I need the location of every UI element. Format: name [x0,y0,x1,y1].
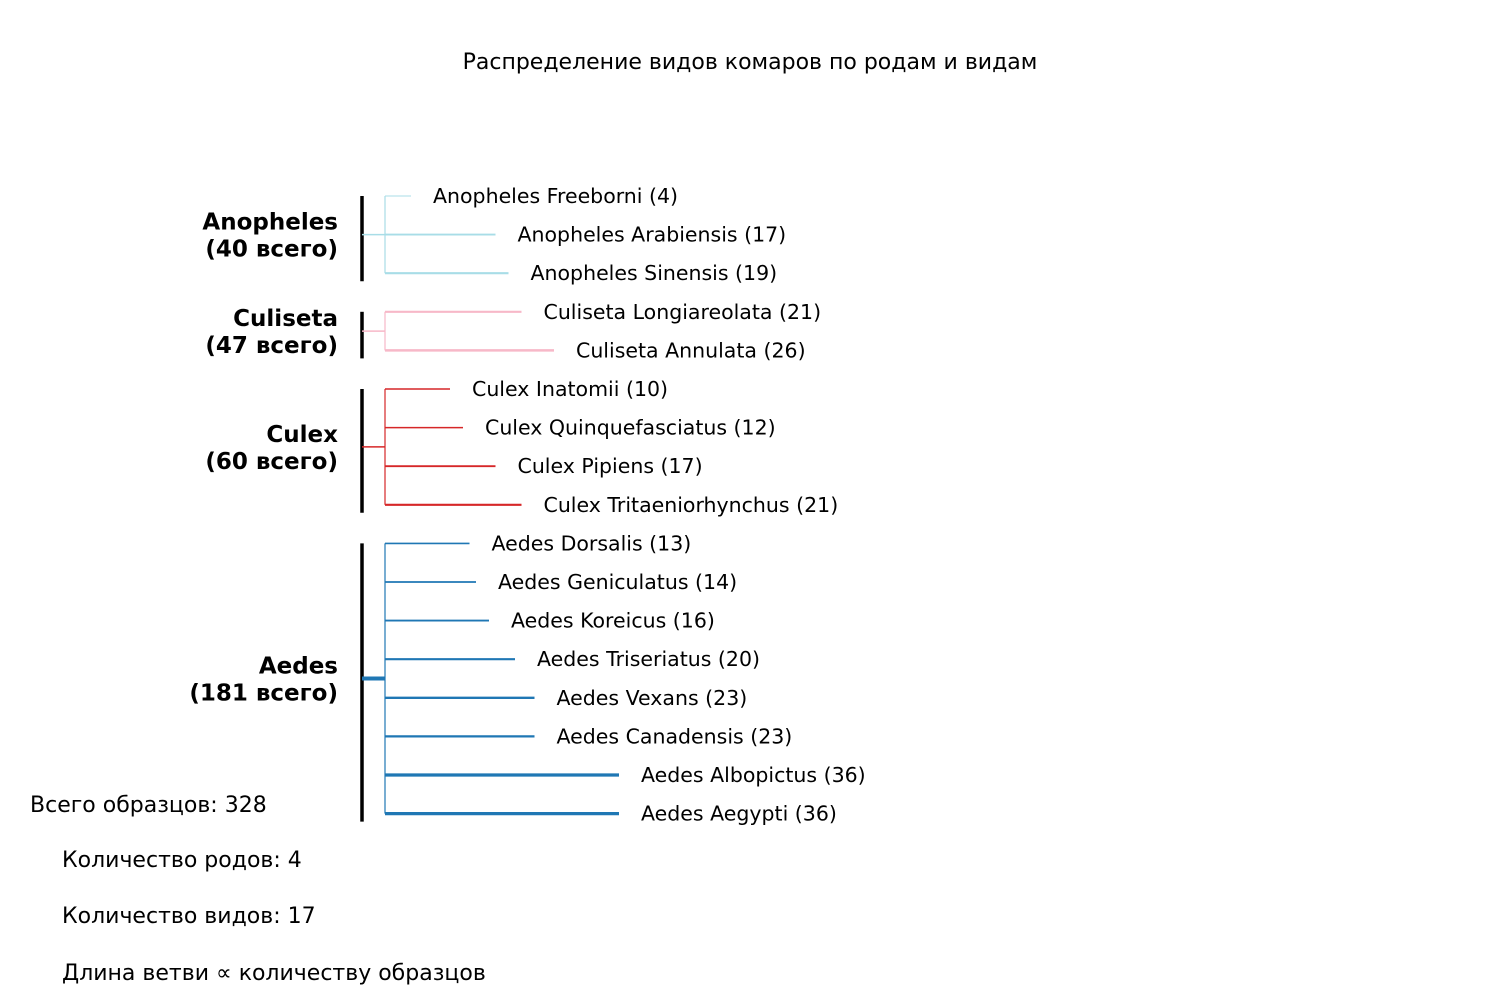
species-label: Aedes Aegypti (36) [641,801,837,826]
species-label: Culex Inatomii (10) [472,377,669,401]
stat-branch-note: Длина ветви ∝ количеству образцов [62,961,486,986]
genus-name: Culex [266,421,338,448]
genus-total: (40 всего) [205,236,338,263]
genus-label-anopheles [202,210,338,263]
species-label: Aedes Geniculatus (14) [498,570,738,594]
species-label: Culex Tritaeniorhynchus (21) [543,492,839,517]
species-label: Culex Quinquefasciatus (12) [485,415,776,440]
species-label: Aedes Dorsalis (13) [491,531,692,556]
genus-total: (181 всего) [189,680,338,707]
genus-label-aedes [189,654,338,707]
species-label: Anopheles Freeborni (4) [433,184,679,208]
genus-tree [189,184,865,826]
stat-species-count: Количество видов: 17 [62,904,316,929]
species-label: Culex Pipiens (17) [517,454,703,479]
species-label: Aedes Canadensis (23) [556,724,793,749]
species-label: Anopheles Sinensis (19) [530,261,778,286]
genus-name: Anopheles [202,209,338,236]
genus-label-culiseta [205,306,338,359]
species-label: Anopheles Arabiensis (17) [517,222,787,247]
species-label: Aedes Vexans (23) [556,685,748,710]
genus-total: (60 всего) [205,448,338,475]
species-label: Culiseta Longiareolata (21) [543,299,822,324]
genus-total: (47 всего) [205,333,338,360]
stat-total-samples: Всего образцов: 328 [30,793,267,818]
genus-label-culex [205,422,338,475]
chart-title: Распределение видов комаров по родам и видам [462,50,1038,75]
species-label: Aedes Koreicus (16) [511,608,715,633]
genus-name: Aedes [258,653,338,680]
species-label: Aedes Albopictus (36) [641,763,866,787]
species-label: Aedes Triseriatus (20) [537,647,761,672]
stat-genus-count: Количество родов: 4 [62,848,302,873]
species-label: Culiseta Annulata (26) [576,338,806,363]
genus-name: Culiseta [233,306,338,333]
